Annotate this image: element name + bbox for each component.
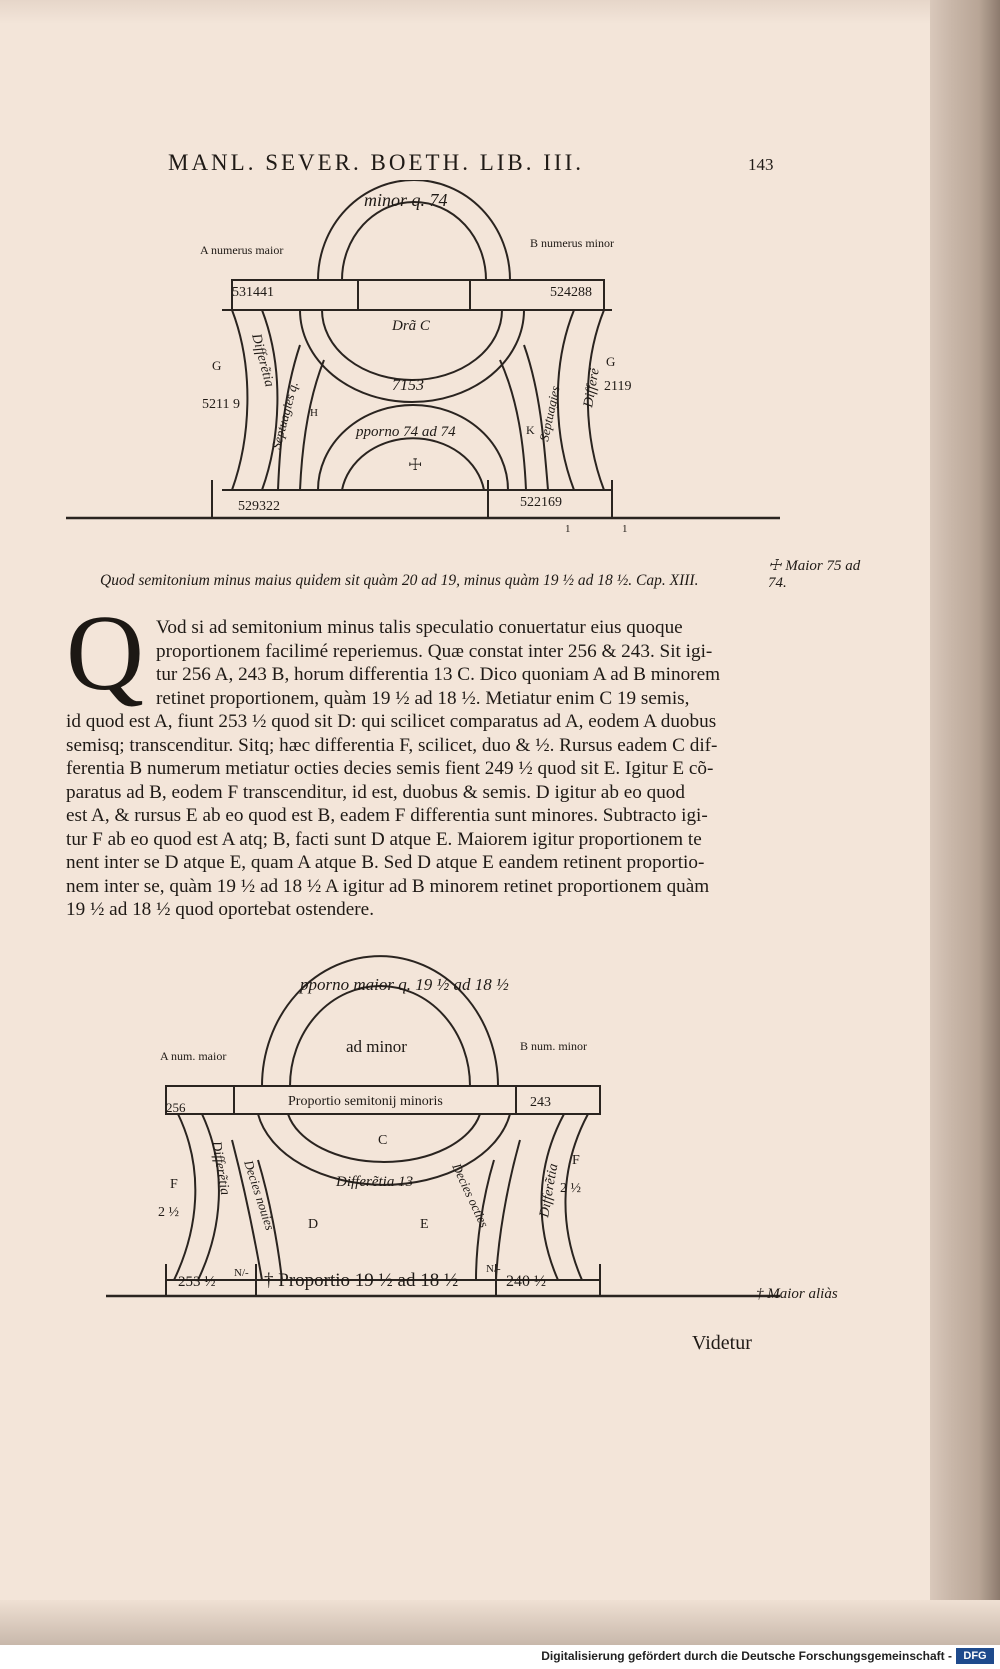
fig1-num-a: 531441 xyxy=(232,285,274,300)
body-line: ferentia B numerum metiatur octies decies semis fient 249 ½ quod sit E. Igitur E cõ- xyxy=(66,758,714,779)
fig2-left-f: F xyxy=(170,1177,178,1192)
fig2-label-b: B num. minor xyxy=(520,1039,588,1053)
drop-cap: Q xyxy=(66,594,144,713)
running-head: MANL. SEVER. BOETH. LIB. III. xyxy=(168,150,584,175)
fig1-left-diff: Differẽtia xyxy=(248,332,277,389)
fig2-bar: Proportio semitonij minoris xyxy=(288,1094,443,1109)
fig1-right-num: 2119 xyxy=(604,379,632,394)
fig1-frac-1: 1 xyxy=(565,523,571,535)
fig2-label-a: A num. maior xyxy=(160,1049,227,1063)
page-top-edge xyxy=(0,0,1000,24)
fig2-right-dec: Decies octies xyxy=(449,1160,493,1230)
fig1-h: H xyxy=(310,407,318,419)
fig1-center: Drã C xyxy=(392,318,430,334)
fig1-left-sept: Septuagies q. xyxy=(268,379,301,451)
chapter-caption: Quod semitonium minus maius quidem sit quàm 20 ad 19, minus quàm 19 ½ ad 18 ½. Cap. XIII. xyxy=(100,572,699,589)
fig1-right-sept: Septuagies xyxy=(536,384,563,443)
fig1-bottom-right: 522169 xyxy=(520,495,562,510)
fig2-center: C xyxy=(378,1133,388,1148)
body-line: semisq; transcenditur. Sitq; hæc differentia F, scilicet, duo & ½. Rursus eadem C dif- xyxy=(66,734,718,756)
fig2-right-diff: Differẽtia xyxy=(537,1162,562,1219)
fig2-left-dec: Decies nouies xyxy=(241,1158,278,1232)
catchword: Videtur xyxy=(692,1332,752,1354)
fig1-right-g: G xyxy=(606,354,616,369)
fig1-inner-arch: pporno 74 ad 74 xyxy=(356,424,456,440)
fig2-left-diff: Differẽtia xyxy=(208,1140,233,1197)
body-line: nem inter se, quàm 19 ½ ad 18 ½ A igitur ad B minorem retinet proportionem quàm xyxy=(66,875,710,897)
digitization-footer xyxy=(0,1645,1000,1669)
body-line: id quod est A, fiunt 253 ½ quod sit D: qui scilicet comparatus ad A, eodem A duobus xyxy=(66,711,717,732)
body-line: tur F ab eo quod est A atq; B, facti sunt D atque E. Maiorem igitur proportionem te xyxy=(66,828,702,850)
fig1-k: K xyxy=(526,423,535,437)
fig1-right-diff: Differẽ xyxy=(581,367,603,409)
page-number: 143 xyxy=(748,155,774,174)
fig2-left-n: N/- xyxy=(234,1267,249,1279)
margin-note-2: † Maior aliàs xyxy=(756,1286,838,1302)
fig1-num-b: 524288 xyxy=(550,285,592,300)
fig1-arc-num: 7153 xyxy=(392,377,424,394)
body-line: retinet proportionem, quàm 19 ½ ad 18 ½. Metiatur enim C 19 semis, xyxy=(156,687,690,709)
page-fore-edge xyxy=(930,0,1000,1669)
fig2-bottom-mid: † Proportio 19 ½ ad 18 ½ xyxy=(264,1270,459,1291)
fig2-arch-inner: ad minor xyxy=(346,1037,407,1056)
fig2-bottom-right: 240 ½ xyxy=(506,1273,546,1290)
fig1-bottom-left: 529322 xyxy=(238,499,280,514)
fig1-left-g: G xyxy=(212,358,222,373)
fig2-left-frac: 2 ½ xyxy=(158,1205,179,1220)
body-line: paratus ad B, eodem F transcenditur, id est, duobus & semis. D igitur ab eo quod xyxy=(66,781,685,803)
fig1-arch-top: minor q. 74 xyxy=(364,190,448,210)
body-line: est A, & rursus E ab eo quod est B, eadem F differentia sunt minores. Subtracto igi- xyxy=(66,805,708,826)
body-line: Vod si ad semitonium minus talis speculatio conuertatur eius quoque xyxy=(156,617,683,638)
figure-1-diagram xyxy=(0,180,780,560)
fig1-label-a: A numerus maior xyxy=(200,243,284,257)
fig2-e: E xyxy=(420,1217,429,1232)
fig2-d: D xyxy=(308,1217,319,1232)
fig2-bottom-left: 253 ½ xyxy=(178,1274,216,1290)
body-line: 19 ½ ad 18 ½ quod oportebat ostendere. xyxy=(66,899,374,920)
fig2-num-b: 243 xyxy=(530,1095,551,1110)
fig2-right-f: F xyxy=(572,1153,580,1168)
page-bottom-edge xyxy=(0,1600,1000,1645)
fig2-arch-top: pporno maior q. 19 ½ ad 18 ½ xyxy=(300,975,509,994)
fig1-frac-2: 1 xyxy=(622,523,628,535)
footer-credit: Digitalisierung gefördert durch die Deutsche Forschungsgemeinschaft - xyxy=(541,1649,952,1663)
fig1-left-num: 5211 9 xyxy=(202,397,240,412)
fig2-right-frac: 2 ½ xyxy=(560,1181,581,1196)
fig2-diff-arc: Differẽtia 13 xyxy=(336,1174,414,1190)
body-line: proportionem facilimé reperiemus. Quæ constat inter 256 & 243. Sit igi- xyxy=(156,640,713,662)
body-line: tur 256 A, 243 B, horum differentia 13 C. Dico quoniam A ad B minorem xyxy=(156,664,721,685)
margin-note-1: ☩ Maior 75 ad 74. xyxy=(768,558,861,591)
fig1-label-b: B numerus minor xyxy=(530,236,614,250)
fig2-num-a: 256 xyxy=(166,1100,186,1115)
fig2-right-n: N/- xyxy=(486,1263,501,1275)
body-text xyxy=(66,616,766,922)
figure-2-diagram xyxy=(0,950,780,1320)
dfg-logo: DFG xyxy=(956,1648,994,1664)
body-line: nent inter se D atque E, quam A atque B. Sed D atque E eandem retinent proportio- xyxy=(66,852,705,873)
fig1-mark: ☩ xyxy=(408,457,423,474)
